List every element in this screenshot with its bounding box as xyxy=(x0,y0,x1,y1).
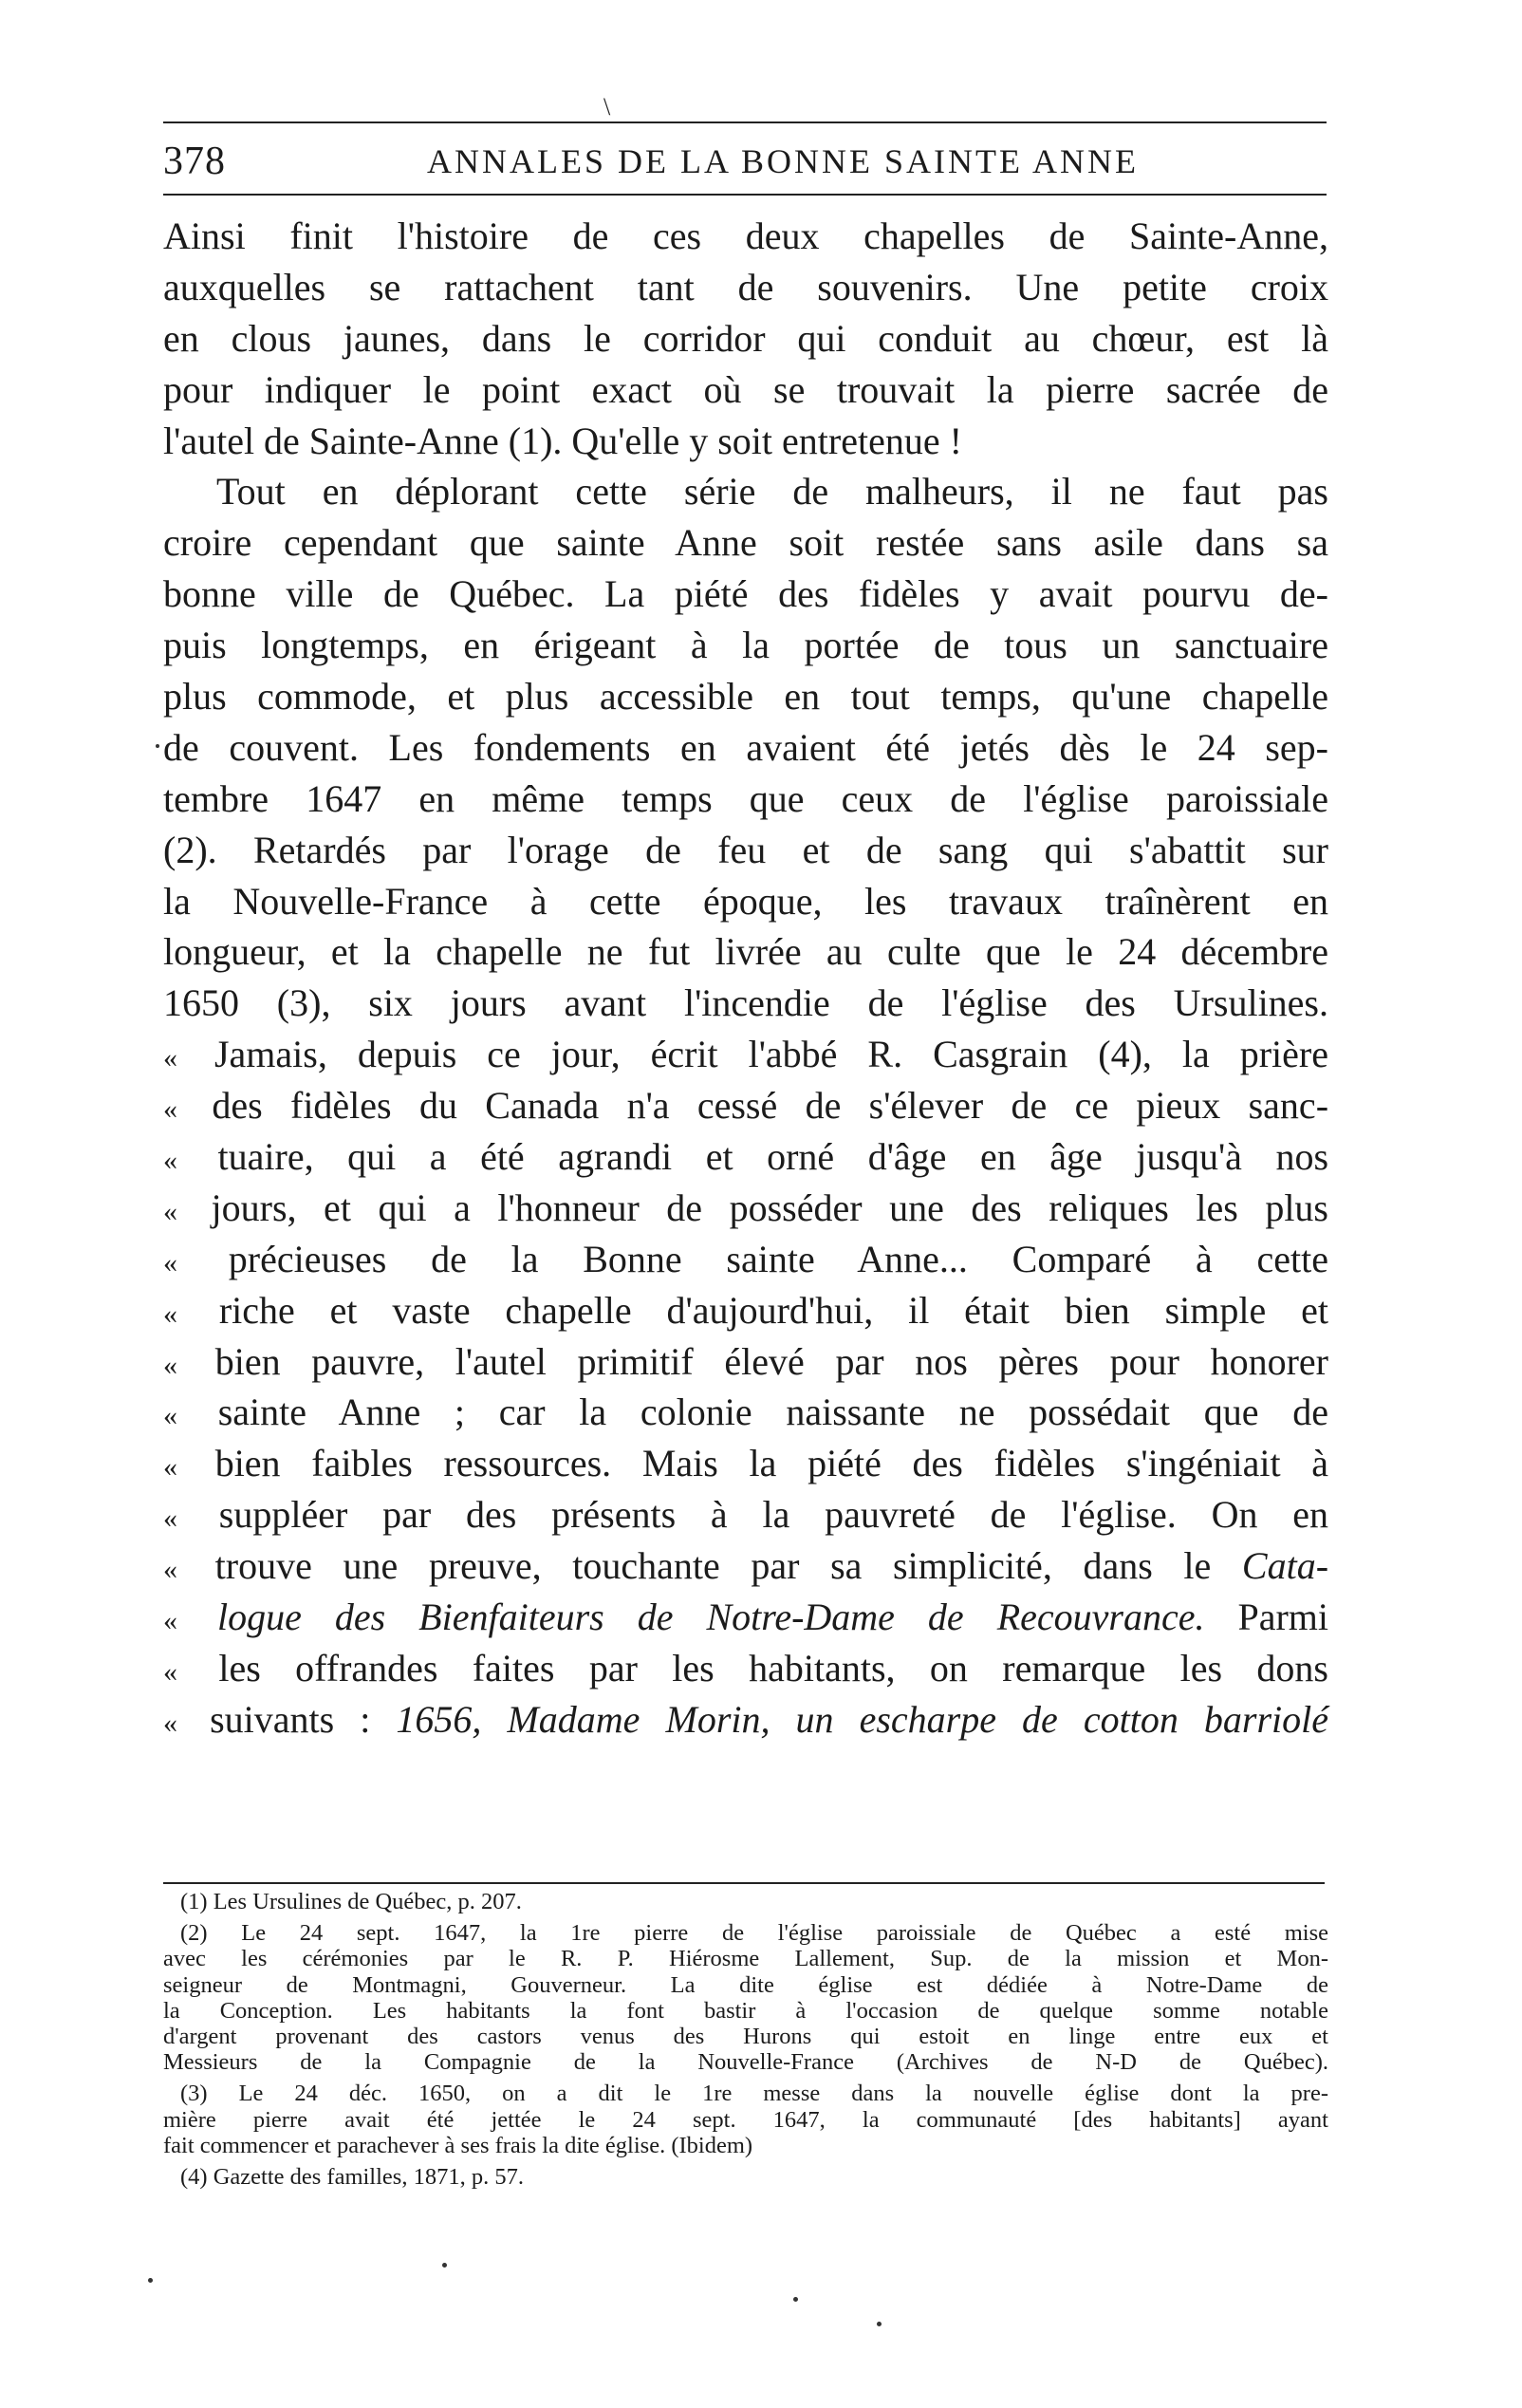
body-line: auxquelles se rattachent tant de souvenirs. Une petite croix xyxy=(163,265,1328,308)
quoted-line xyxy=(163,1080,1328,1131)
print-speck xyxy=(877,2322,882,2326)
quoted-text: tuaire, qui a été agrandi et orné d'âge en âge jusqu'à nos xyxy=(217,1135,1329,1179)
footnote-italic: (Archives de N-D de Québec). xyxy=(896,2049,1328,2076)
italic-text: logue des Bienfaiteurs de Notre-Dame de Recouvrance. xyxy=(217,1596,1205,1639)
body-line: tembre 1647 en même temps que ceux de l'église paroissiale xyxy=(163,776,1328,820)
body-line: pour indiquer le point exact où se trouvait la pierre sacrée de xyxy=(163,367,1328,411)
quoted-line xyxy=(163,1592,1328,1643)
body-text xyxy=(163,211,1328,1745)
italic-text: 1656, Madame Morin, un escharpe de cotton barriolé xyxy=(396,1697,1329,1741)
page-number: 378 xyxy=(163,140,226,183)
quoted-line xyxy=(163,1540,1328,1592)
body-line: puis longtemps, en érigeant à la portée de tous un sanctuaire xyxy=(163,624,1328,667)
body-line: l'autel de Sainte-Anne (1). Qu'elle y soit entretenue ! xyxy=(163,419,962,462)
footnote-line: (2) Le 24 sept. 1647, la 1re pierre de l'église paroissiale de Québec a esté mise xyxy=(180,1920,1328,1947)
quote-mark: « xyxy=(163,1605,177,1637)
footnote-line: (3) Le 24 déc. 1650, on a dit le 1re messe dans la nouvelle église dont la pre- xyxy=(180,2081,1328,2107)
footnote-text: Messieurs de la Compagnie de la Nouvelle-France xyxy=(163,2049,854,2076)
quoted-text: trouve une preuve, touchante par sa simplicité, dans le xyxy=(214,1544,1212,1588)
quoted-line xyxy=(163,1387,1328,1438)
quoted-text: des fidèles du Canada n'a cessé de s'élever de ce pieux sanc- xyxy=(212,1084,1329,1128)
quote-mark: « xyxy=(163,1093,177,1126)
quote-mark: « xyxy=(163,1707,177,1739)
quoted-line xyxy=(163,1131,1328,1183)
italic-text: Cata- xyxy=(1241,1544,1329,1588)
body-line: bonne ville de Québec. La piété des fidèles y avait pourvu de- xyxy=(163,572,1328,616)
quote-mark: « xyxy=(163,1246,177,1279)
quoted-line xyxy=(163,1285,1328,1336)
body-line: plus commode, et plus accessible en tout temps, qu'une chapelle xyxy=(163,675,1328,719)
quoted-text: précieuses de la Bonne sainte Anne... Comparé à cette xyxy=(228,1237,1329,1280)
quoted-text: bien faibles ressources. Mais la piété des fidèles s'ingéniait à xyxy=(214,1442,1328,1485)
quoted-text: suivants : xyxy=(210,1697,371,1741)
body-line: croire cependant que sainte Anne soit restée sans asile dans sa xyxy=(163,521,1328,565)
body-line: de couvent. Les fondements en avaient été jetés dès le 24 sep- xyxy=(163,725,1328,769)
quoted-text: Jamais, depuis ce jour, écrit l'abbé R. Casgrain (4), la prière xyxy=(213,1033,1328,1076)
quoted-line xyxy=(163,1234,1328,1285)
quoted-line xyxy=(163,1489,1328,1540)
quoted-line xyxy=(163,1694,1328,1745)
footnote-line: la Conception. Les habitants la font bastir à l'occasion de quelque somme notable xyxy=(163,1997,1328,2024)
footnote-italic: (Ibidem) xyxy=(671,2132,753,2158)
quoted-text: suppléer par des présents à la pauvreté de l'église. On en xyxy=(218,1493,1329,1537)
footnote-line: d'argent provenant des castors venus des Hurons qui estoit en linge entre eux et xyxy=(163,2023,1328,2049)
quoted-line xyxy=(163,1438,1328,1489)
quote-mark: « xyxy=(163,1503,177,1535)
footnote-line: (1) Les Ursulines de Québec, p. 207. xyxy=(180,1889,522,1914)
quoted-text: jours, et qui a l'honneur de posséder une des reliques les plus xyxy=(211,1185,1328,1229)
footnote-line xyxy=(163,2049,1328,2075)
quoted-text: bien pauvre, l'autel primitif élevé par nos pères pour honorer xyxy=(214,1339,1329,1383)
footnote-line: mière pierre avait été jettée le 24 sept. 1647, la communauté [des habitants] ayant xyxy=(163,2106,1328,2133)
footnote-text: fait commencer et parachever à ses frais la dite église. xyxy=(163,2132,666,2158)
header-rule-top xyxy=(163,121,1327,123)
quoted-line xyxy=(163,1183,1328,1234)
running-head xyxy=(163,133,1327,190)
quoted-line xyxy=(163,1643,1328,1694)
print-speck xyxy=(156,744,159,748)
quote-mark: « xyxy=(163,1349,177,1381)
quoted-text: riche et vaste chapelle d'aujourd'hui, il était bien simple et xyxy=(218,1288,1329,1332)
running-title: ANNALES DE LA BONNE SAINTE ANNE xyxy=(427,142,1139,180)
body-line: Ainsi finit l'histoire de ces deux chapelles de Sainte-Anne, xyxy=(163,215,1328,257)
header-tick-mark: \ xyxy=(603,93,611,121)
print-speck xyxy=(442,2263,447,2268)
quote-mark: « xyxy=(163,1400,177,1432)
quote-mark: « xyxy=(163,1195,177,1227)
print-speck xyxy=(793,2297,798,2302)
quoted-line xyxy=(163,1336,1328,1388)
footnotes xyxy=(163,1889,1328,2190)
quote-mark: « xyxy=(163,1042,177,1074)
quoted-line xyxy=(163,1029,1328,1080)
quote-mark: « xyxy=(163,1145,177,1177)
footnote-line: seigneur de Montmagni, Gouverneur. La dite église est dédiée à Notre-Dame de xyxy=(163,1971,1328,1998)
quoted-text: Parmi xyxy=(1237,1596,1329,1639)
print-speck xyxy=(148,2278,153,2283)
quote-mark: « xyxy=(163,1554,177,1586)
body-line: longueur, et la chapelle ne fut livrée au culte que le 24 décembre xyxy=(163,930,1328,974)
body-line: (2). Retardés par l'orage de feu et de sang qui s'abattit sur xyxy=(163,828,1328,871)
footnote-line xyxy=(163,2133,1328,2158)
body-line: 1650 (3), six jours avant l'incendie de l'église des Ursulines. xyxy=(163,981,1328,1025)
footnote-line: avec les cérémonies par le R. P. Hiérosme Lallement, Sup. de la mission et Mon- xyxy=(163,1946,1328,1972)
quoted-text: sainte Anne ; car la colonie naissante ne possédait que de xyxy=(217,1391,1329,1434)
quote-mark: « xyxy=(163,1451,177,1484)
quoted-text: les offrandes faites par les habitants, on remarque les dons xyxy=(218,1646,1328,1689)
footnote-line: (4) Gazette des familles, 1871, p. 57. xyxy=(180,2163,524,2190)
body-line: Tout en déplorant cette série de malheurs, il ne faut pas xyxy=(216,470,1328,513)
quote-mark: « xyxy=(163,1297,177,1330)
body-line: la Nouvelle-France à cette époque, les travaux traînèrent en xyxy=(163,879,1328,923)
quote-mark: « xyxy=(163,1655,177,1688)
body-line: en clous jaunes, dans le corridor qui conduit au chœur, est là xyxy=(163,316,1328,360)
header-rule-bottom xyxy=(163,194,1327,196)
footnote-rule xyxy=(163,1882,1325,1884)
